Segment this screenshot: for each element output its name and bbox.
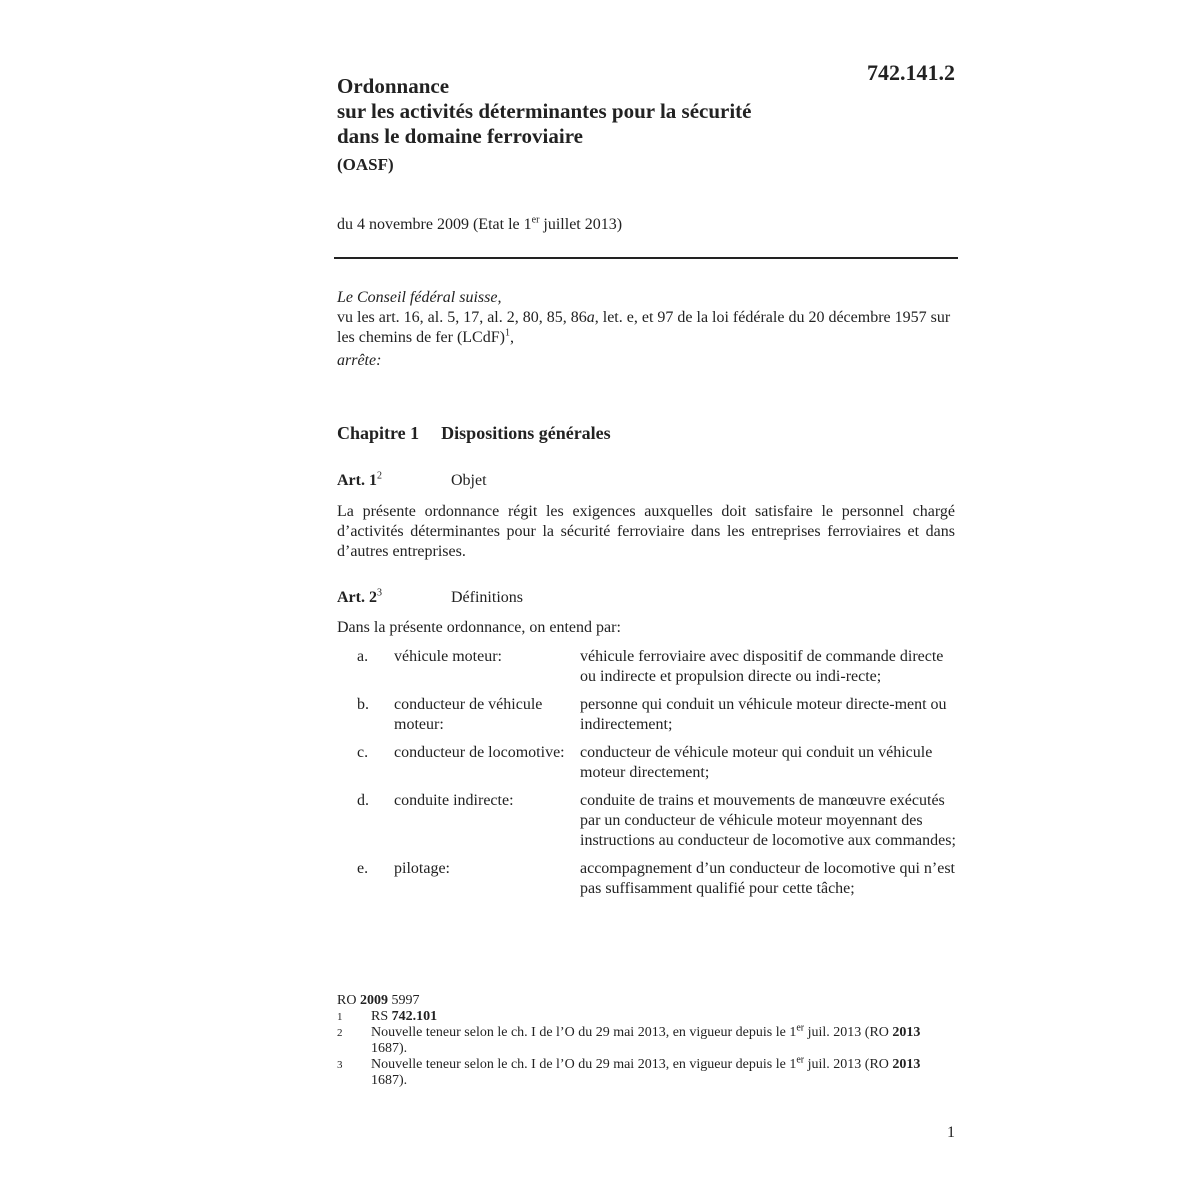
article-number <box>337 589 451 607</box>
sr-number: 742.141.2 <box>867 60 955 85</box>
fn-suffix: 1687). <box>371 1041 408 1056</box>
article-title: Objet <box>451 472 487 489</box>
footnote-text <box>371 1054 947 1089</box>
fn-bold: 2013 <box>892 1025 921 1040</box>
definitions-list <box>337 647 957 907</box>
header-divider <box>334 257 958 259</box>
title-line: sur les activités déterminantes pour la sécurité <box>337 99 752 123</box>
footnote-ref[interactable]: 2 <box>376 470 382 482</box>
preamble-whereas <box>337 308 957 348</box>
list-item <box>337 859 957 899</box>
list-item <box>337 695 957 735</box>
list-item <box>337 743 957 783</box>
footnote <box>337 1054 947 1089</box>
footnote-text <box>371 1009 947 1025</box>
fn-prefix: Nouvelle teneur selon le ch. I de l’O du 29 mai 2013, en vigueur depuis le 1 <box>371 1057 797 1072</box>
footnote-ref[interactable]: 1 <box>504 327 510 339</box>
whereas-part: vu les art. 16, al. 5, 17, al. 2, 80, 85, 86 <box>337 309 587 326</box>
definition-letter: e. <box>357 860 369 877</box>
definition-text: personne qui conduit un véhicule moteur directe-ment ou indirectement; <box>580 696 947 733</box>
article-number-text: Art. 2 <box>337 589 377 606</box>
fn-middle: juil. 2013 (RO <box>804 1025 893 1040</box>
fn-sup: er <box>796 1054 805 1066</box>
fn-middle: juil. 2013 (RO <box>804 1057 893 1072</box>
chapter-title: Dispositions générales <box>441 423 611 443</box>
date-sup: er <box>531 214 540 226</box>
ordinance-title <box>337 74 857 176</box>
footnote <box>337 1022 947 1057</box>
fn-bold: 2013 <box>892 1057 921 1072</box>
date-prefix: du 4 novembre 2009 (Etat le 1 <box>337 216 532 233</box>
footnote <box>337 1009 947 1025</box>
title-line: Ordonnance <box>337 74 450 98</box>
article-title: Définitions <box>451 589 523 606</box>
definition-letter: b. <box>357 696 369 713</box>
definition-letter: c. <box>357 744 369 761</box>
ro-year: 2009 <box>359 993 388 1008</box>
footnote-number: 3 <box>337 1059 343 1071</box>
ro-page: 5997 <box>387 993 420 1008</box>
definition-text: véhicule ferroviaire avec dispositif de commande directe ou indirecte et propulsion directe ou indi-recte; <box>580 648 944 685</box>
definition-term: conduite indirecte: <box>394 792 514 809</box>
footnote-number: 2 <box>337 1027 343 1039</box>
preamble-council: Le Conseil fédéral suisse, <box>337 289 502 306</box>
title-abbreviation: (OASF) <box>337 155 394 174</box>
definition-term: pilotage: <box>394 860 450 877</box>
list-item <box>337 647 957 687</box>
date-suffix: juillet 2013) <box>539 216 623 233</box>
article-number-text: Art. 1 <box>337 472 377 489</box>
definition-term: conducteur de véhicule moteur: <box>394 696 543 733</box>
footnote-ref[interactable]: 3 <box>376 587 382 599</box>
definition-term: conducteur de locomotive: <box>394 744 565 761</box>
fn-bold: 742.101 <box>391 1009 438 1024</box>
fn-prefix: Nouvelle teneur selon le ch. I de l’O du 29 mai 2013, en vigueur depuis le 1 <box>371 1025 797 1040</box>
date-line <box>337 216 622 234</box>
preamble-decree: arrête: <box>337 352 382 369</box>
preamble <box>337 288 957 371</box>
footnote-text <box>371 1022 947 1057</box>
whereas-part: , let. e, et 97 de la loi fédérale du 20 décembre 1957 sur les chemins de fer (LCdF) <box>337 309 951 346</box>
definition-text: accompagnement d’un conducteur de locomotive qui n’est pas suffisamment qualifié pour cette tâche; <box>580 860 955 897</box>
definition-letter: d. <box>357 792 369 809</box>
footnotes <box>337 993 947 1089</box>
article-number <box>337 472 451 490</box>
chapter-label: Chapitre 1 <box>337 423 420 443</box>
definition-text: conducteur de véhicule moteur qui conduit un véhicule moteur directement; <box>580 744 933 781</box>
fn-suffix: 1687). <box>371 1073 408 1088</box>
article-2-intro: Dans la présente ordonnance, on entend par: <box>337 619 621 636</box>
page-number: 1 <box>947 1124 955 1141</box>
footnote-number: 1 <box>337 1011 343 1023</box>
definition-letter: a. <box>357 648 369 665</box>
ro-reference <box>337 993 947 1009</box>
definition-text: conduite de trains et mouvements de manœuvre exécutés par un conducteur de véhicule moteur moyennant des instructions au conducteur de locomotive aux commandes; <box>580 792 956 849</box>
ro-prefix: RO <box>337 993 360 1008</box>
fn-sup: er <box>796 1022 805 1034</box>
article-2-heading <box>337 589 523 607</box>
fn-prefix: RS <box>371 1009 392 1024</box>
whereas-italic: a <box>586 309 595 326</box>
title-line: dans le domaine ferroviaire <box>337 124 583 148</box>
chapter-heading <box>337 423 611 444</box>
article-1-text: La présente ordonnance régit les exigences auxquelles doit satisfaire le personnel chargé d’activités déterminantes pour la sécurité ferroviaire dans les entreprises ferroviaires et dans d’autres entreprises. <box>337 503 955 560</box>
whereas-end: , <box>509 329 514 346</box>
list-item <box>337 791 957 851</box>
definition-term: véhicule moteur: <box>394 648 502 665</box>
article-1-heading <box>337 472 487 490</box>
